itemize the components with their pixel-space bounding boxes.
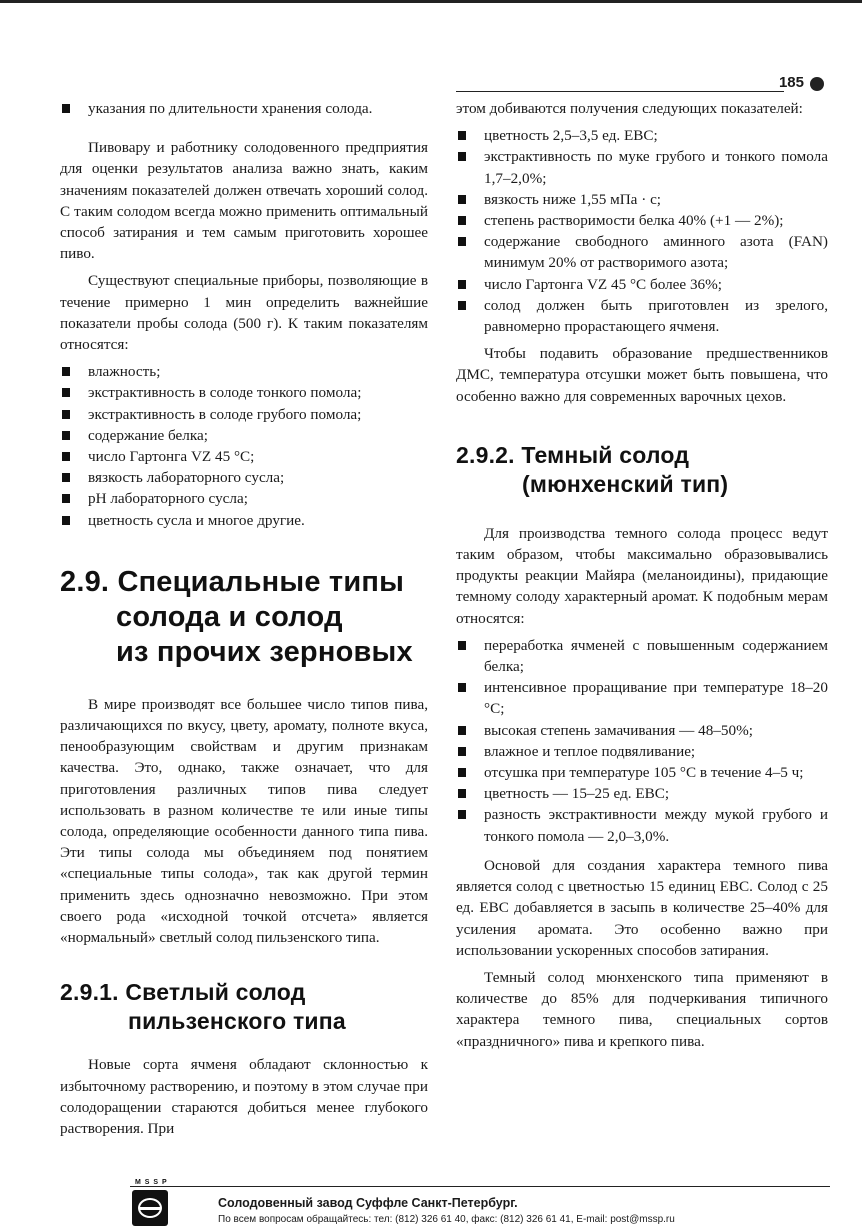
list-item: экстрактивность в солоде тонкого помола; bbox=[60, 382, 428, 403]
heading-line: Специальные типы bbox=[117, 565, 405, 598]
list-item: указания по длительности хранения солода. bbox=[60, 98, 428, 119]
list-item: цветность 2,5–3,5 ед. ЕВС; bbox=[456, 125, 828, 146]
list-item: степень растворимости белка 40% (+1 — 2%); bbox=[456, 210, 828, 231]
list-item: влажное и теплое подвяливание; bbox=[456, 741, 828, 762]
list-item: вязкость ниже 1,55 мПа · с; bbox=[456, 189, 828, 210]
list-item: рН лабораторного сусла; bbox=[60, 488, 428, 509]
section-number: 2.9.1. bbox=[60, 979, 119, 1006]
page-number: 185 bbox=[778, 74, 804, 91]
heading-line: (мюнхенский тип) bbox=[522, 470, 729, 497]
paragraph: Основой для создания характера темного пива является солод с цветностью 15 единиц ЕВС. Солод с 25 ед. ЕВС добавляется в засыпь в количестве 25–40% для усиления аромата. Это особенно важно при использовании ускоренных способов затирания. bbox=[456, 856, 828, 959]
list-item: вязкость лабораторного сусла; bbox=[60, 467, 428, 488]
section-heading-2-9-2 bbox=[456, 441, 828, 499]
heading-line: Темный солод bbox=[521, 441, 690, 468]
heading-line: из прочих зерновых bbox=[116, 635, 413, 668]
company-logo bbox=[132, 1179, 168, 1226]
heading-line: солода и солод bbox=[116, 600, 343, 633]
section-number: 2.9.2. bbox=[456, 441, 515, 468]
section-number: 2.9. bbox=[60, 565, 110, 598]
paragraph: Пивовару и работнику солодовенного предприятия для оценки результатов анализа важно знать, каким значениям показателей должен отвечать хороший солод. С таким солодом всегда можно применить оптимальный способ затирания и тем самым приготовить хорошее пиво. bbox=[60, 139, 428, 263]
page-marker-icon bbox=[810, 77, 824, 91]
list-item: число Гартонга VZ 45 °С; bbox=[60, 446, 428, 467]
paragraph: этом добиваются получения следующих показателей: bbox=[456, 100, 803, 117]
list-item: интенсивное проращивание при температуре 18–20 °С; bbox=[456, 677, 828, 719]
paragraph: В мире производят все большее число типов пива, различающихся по вкусу, цвету, аромату, полноте вкуса, пенообразующим свойствам и другим признакам качества. Это, однако, также означает, что для приготовления различных типов пива следует использовать в разном количестве те или иные типы солода, определяющие особенности данного типа пива. Эти типы солода мы объединяем под понятием «специальные типы солода», так как другой термин применить здесь однозначно невозможно. При этом своего рода «исходной точкой отсчета» является «нормальный» светлый солод пильзенского типа. bbox=[60, 695, 428, 947]
heading-line: Светлый солод bbox=[125, 979, 306, 1006]
page-header bbox=[456, 74, 828, 94]
list-item: влажность; bbox=[60, 361, 428, 382]
list-item: цветность сусла и многое другие. bbox=[60, 510, 428, 531]
bullet-list-indicators bbox=[60, 361, 428, 531]
footer-contacts: По всем вопросам обращайтесь: тел: (812) 326 61 40, факс: (812) 326 61 41, E-mail: post@mssp.ru bbox=[218, 1214, 675, 1225]
top-rule bbox=[0, 0, 862, 3]
logo-bar-icon bbox=[140, 1207, 160, 1210]
footer-rule bbox=[130, 1186, 830, 1187]
bullet-list-top bbox=[60, 98, 428, 119]
section-heading-2-9 bbox=[60, 565, 428, 670]
paragraph: Существуют специальные приборы, позволяющие в течение примерно 1 мин определить важнейшие показатели пробы солода (500 г). К таким показателям относятся: bbox=[60, 272, 428, 354]
list-item: цветность — 15–25 ед. ЕВС; bbox=[456, 783, 828, 804]
list-item: экстрактивность по муке грубого и тонкого помола 1,7–2,0%; bbox=[456, 146, 828, 188]
paragraph: Для производства темного солода процесс ведут таким образом, чтобы максимально образовывались продукты реакции Майяра (меланоидины), придающие темному солоду характерный аромат. К подобным мерам относятся: bbox=[456, 524, 828, 627]
paragraph: Новые сорта ячменя обладают склонностью к избыточному растворению, и поэтому в этом случае при солодоращении стараются добиться менее глубокого растворения. При bbox=[60, 1056, 428, 1137]
header-rule bbox=[456, 91, 784, 92]
list-item: число Гартонга VZ 45 °С более 36%; bbox=[456, 274, 828, 295]
list-item: содержание белка; bbox=[60, 425, 428, 446]
list-item: высокая степень замачивания — 48–50%; bbox=[456, 720, 828, 741]
page-footer bbox=[0, 1179, 862, 1230]
paragraph: Темный солод мюнхенского типа применяют в количестве до 85% для подчеркивания типичного характера темного пива, специальных сортов «праздничного» пива и крепкого пива. bbox=[456, 968, 828, 1050]
heading-line: пильзенского типа bbox=[128, 1008, 346, 1035]
list-item: солод должен быть приготовлен из зрелого, равномерно прорастающего ячменя. bbox=[456, 295, 828, 337]
right-column bbox=[456, 98, 828, 1052]
list-item: переработка ячменей с повышенным содержанием белка; bbox=[456, 635, 828, 677]
list-item: экстрактивность в солоде грубого помола; bbox=[60, 404, 428, 425]
bullet-list-targets bbox=[456, 125, 828, 337]
left-column bbox=[60, 98, 428, 1139]
list-item: отсушка при температуре 105 °С в течение 4–5 ч; bbox=[456, 762, 828, 783]
bullet-list-measures bbox=[456, 635, 828, 847]
footer-company: Солодовенный завод Суффле Санкт-Петербург. bbox=[218, 1196, 518, 1210]
paragraph: Чтобы подавить образование предшественников ДМС, температура отсушки может быть повышена, что особенно важно для современных варочных цехов. bbox=[456, 345, 828, 405]
logo-mark: M S S P bbox=[135, 1179, 168, 1186]
list-item: содержание свободного аминного азота (FAN) минимум 20% от растворимого азота; bbox=[456, 231, 828, 273]
section-heading-2-9-1 bbox=[60, 978, 428, 1036]
list-item: разность экстрактивности между мукой грубого и тонкого помола — 2,0–3,0%. bbox=[456, 804, 828, 846]
